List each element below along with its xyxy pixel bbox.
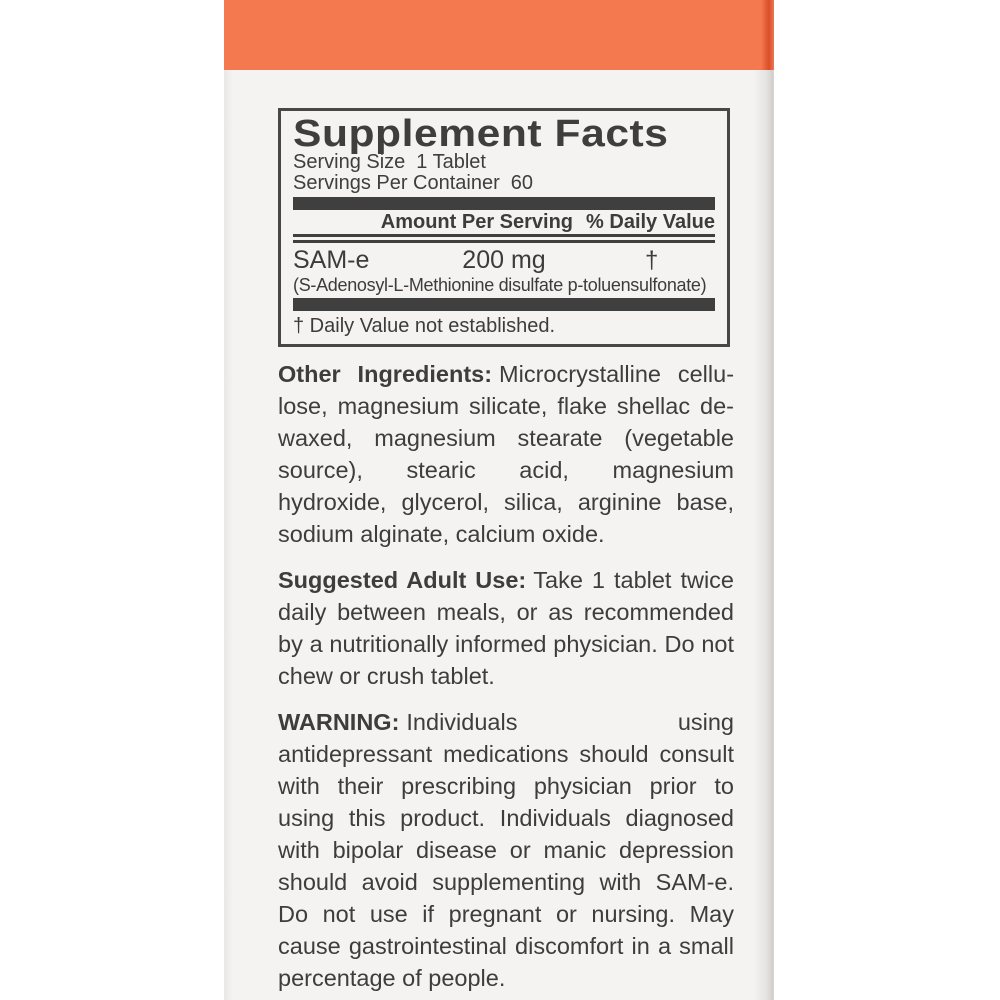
other-ingredients-text: Microcrystalline cellulose, magnesium silicate, flake shellac dewaxed, magnesium stearate (vegetable source), stearic acid, magnesium hydroxide, glycerol, silica, arginine base, sodium alginate, calcium oxide. (278, 361, 735, 547)
other-ingredients-lead: Other Ingredients: (278, 361, 493, 387)
warning-paragraph (278, 706, 734, 994)
daily-value-footnote: † Daily Value not established. (293, 315, 556, 337)
suggested-use-lead: Suggested Adult Use: (278, 567, 527, 593)
double-rule (293, 234, 715, 243)
serving-size-line (293, 152, 715, 173)
ingredient-chemical-description: (S-Adenosyl-L-Methionine disulfate p-toluensulfonate) (293, 275, 707, 295)
facts-column-headers (293, 210, 715, 234)
suggested-use-text: Take 1 tablet twice daily between meals, or as recommended by a nutritionally informed physician. Do not chew or crush tablet. (278, 567, 734, 689)
servings-per-container-line (293, 173, 715, 194)
thick-rule-bottom (293, 298, 715, 311)
supplement-facts-box (278, 108, 730, 347)
amount-per-serving-header: Amount Per Serving (380, 211, 574, 233)
servings-per-container-label: Servings Per Container (293, 172, 500, 194)
supplement-label-panel (224, 0, 774, 1000)
supplement-facts-title: Supplement Facts (293, 113, 669, 155)
label-text-sections (224, 358, 774, 994)
serving-size-label: Serving Size (293, 151, 406, 173)
ingredient-row (293, 247, 715, 274)
brand-color-band (224, 0, 774, 70)
servings-per-container-value: 60 (510, 172, 534, 194)
suggested-use-paragraph (278, 564, 734, 692)
warning-text: Individuals using antidepressant medications should consult with their prescribing physician prior to using this product. Individuals diagnosed with bipolar disease or manic depression should avoid supplementing with SAM-e. Do not use if pregnant or nursing. May cause gastrointestinal discomfort in a small percentage of people. (278, 709, 734, 991)
other-ingredients-paragraph (278, 358, 734, 550)
dagger-symbol: † (645, 247, 659, 274)
warning-lead: WARNING: (278, 709, 400, 735)
thick-rule-top (293, 197, 715, 210)
ingredient-name: SAM-e (293, 246, 370, 274)
ingredient-amount: 200 mg (462, 246, 546, 274)
serving-size-value: 1 Tablet (416, 151, 486, 173)
daily-value-header: % Daily Value (586, 211, 715, 233)
